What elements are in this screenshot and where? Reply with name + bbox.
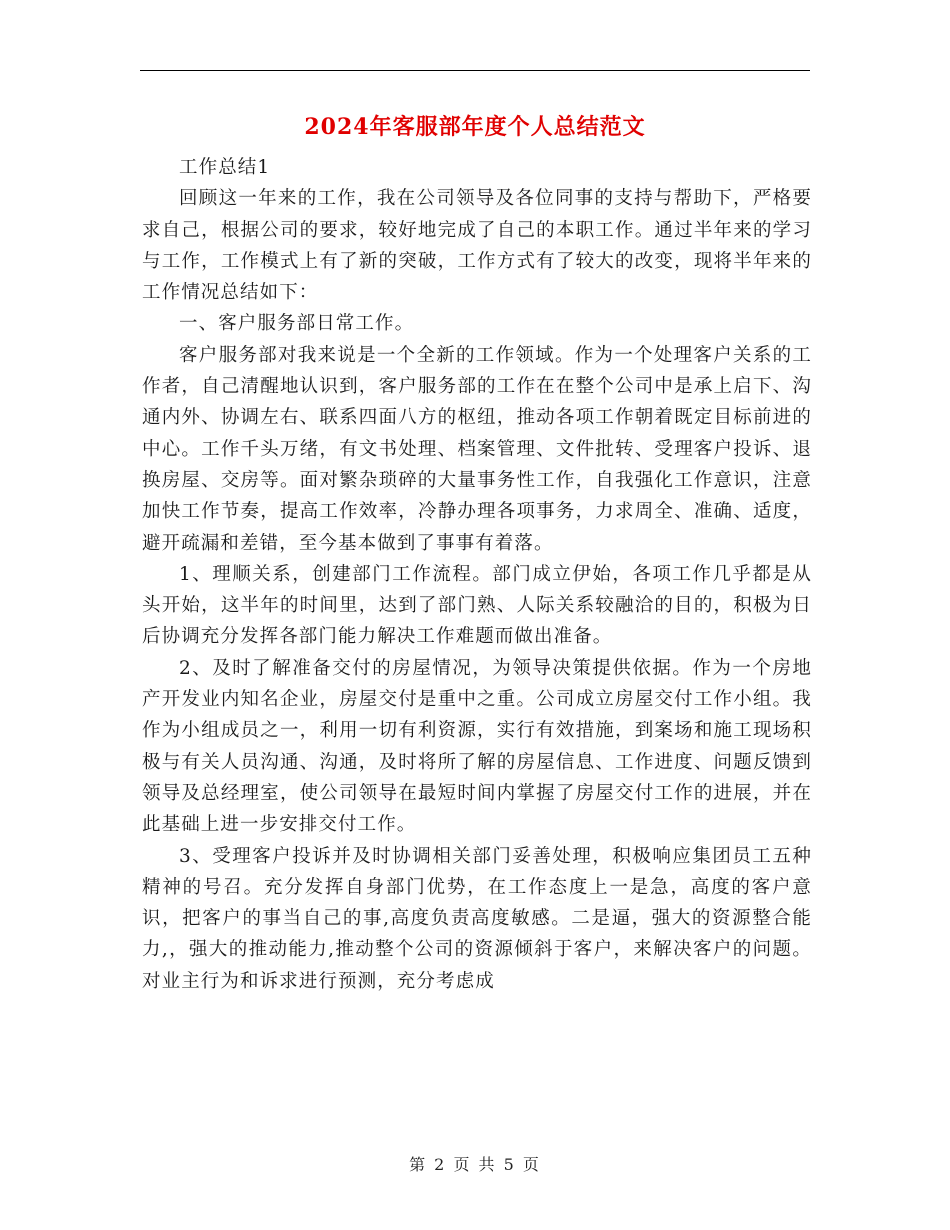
list-item-paragraph: 1、理顺关系，创建部门工作流程。部门成立伊始，各项工作几乎都是从头开始，这半年的时间里，达到了部门熟、人际关系较融洽的目的，积极为日后协调充分发挥各部门能力解决工作难题而做出准备。	[142, 563, 812, 648]
paragraph: 客户服务部对我来说是一个全新的工作领域。作为一个处理客户关系的工作者，自己清醒地认识到，客户服务部的工作在在整个公司中是承上启下、沟通内外、协调左右、联系四面八方的枢纽，推动各项工作朝着既定目标前进的中心。工作千头万绪，有文书处理、档案管理、文件批转、受理客户投诉、退换房屋、交房等。面对繁杂琐碎的大量事务性工作，自我强化工作意识，注意加快工作节奏，提高工作效率，冷静办理各项事务，力求周全、准确、适度，避开疏漏和差错，至今基本做到了事事有着落。	[142, 344, 812, 554]
section-heading: 工作总结1	[179, 157, 271, 178]
list-item-paragraph: 2、及时了解准备交付的房屋情况，为领导决策提供依据。作为一个房地产开发业内知名企业，房屋交付是重中之重。公司成立房屋交付工作小组。我作为小组成员之一，利用一切有利资源，实行有效措施，到案场和施工现场积极与有关人员沟通、沟通，及时将所了解的房屋信息、工作进度、问题反馈到领导及总经理室，使公司领导在最短时间内掌握了房屋交付工作的进展，并在此基础上进一步安排交付工作。	[142, 657, 812, 836]
document-body	[142, 152, 812, 997]
header-rule	[140, 70, 810, 71]
subsection-heading: 一、客户服务部日常工作。	[179, 313, 415, 335]
page-number: 第 2 页 共 5 页	[409, 1155, 541, 1174]
document-title: 2024年客服部年度个人总结范文	[304, 114, 646, 140]
paragraph: 回顾这一年来的工作，我在公司领导及各位同事的支持与帮助下，严格要求自己，根据公司的要求，较好地完成了自己的本职工作。通过半年来的学习与工作，工作模式上有了新的突破，工作方式有了较大的改变，现将半年来的工作情况总结如下：	[142, 188, 812, 304]
list-item-paragraph: 3、受理客户投诉并及时协调相关部门妥善处理，积极响应集团员工五种精神的号召。充分发挥自身部门优势，在工作态度上一是急，高度的客户意识，把客户的事当自己的事,高度负责高度敏感。二是逼，强大的资源整合能力,，强大的推动能力,推动整个公司的资源倾斜于客户，来解决客户的问题。对业主行为和诉求进行预测，充分考虑成	[142, 845, 812, 992]
